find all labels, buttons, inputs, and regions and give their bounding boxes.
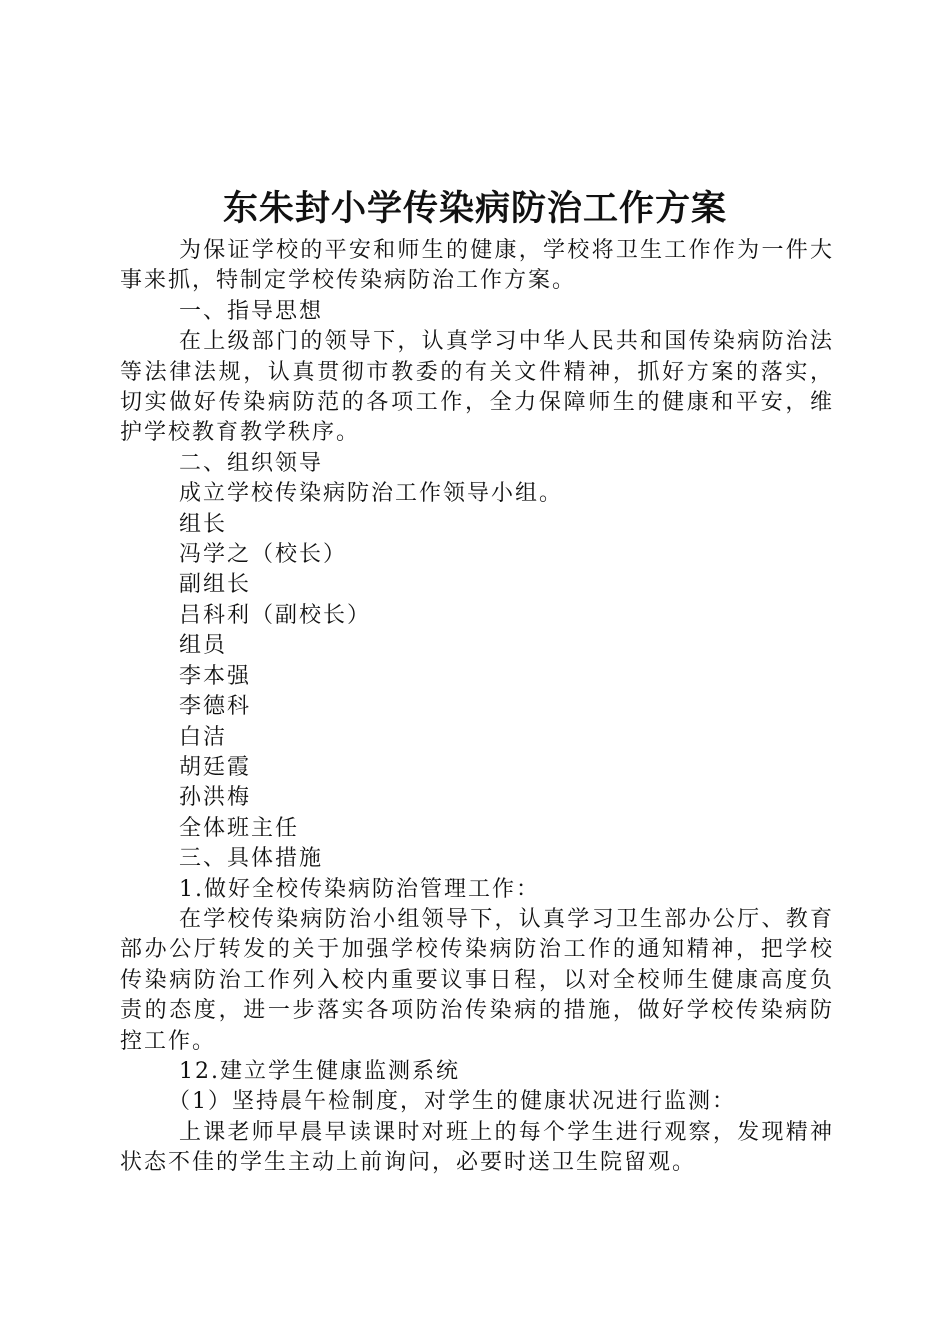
- leader-name: 冯学之（校长）: [179, 542, 348, 568]
- item1-heading: 1.做好全校传染病防治管理工作：: [179, 876, 540, 902]
- section2-heading: 二、组织领导: [179, 450, 324, 476]
- item2-heading: 12.建立学生健康监测系统: [179, 1058, 460, 1084]
- member-name: 李德科: [179, 694, 252, 720]
- section3-heading: 三、具体措施: [179, 846, 324, 872]
- section2-intro: 成立学校传染病防治工作领导小组。: [179, 481, 564, 507]
- section1-heading: 一、指导思想: [179, 298, 324, 324]
- member-name: 孙洪梅: [179, 785, 252, 811]
- document-body: [120, 236, 834, 1179]
- deputy-role: 副组长: [179, 572, 252, 598]
- item2-subheading: （1）坚持晨午检制度，对学生的健康状况进行监测：: [168, 1089, 736, 1115]
- item1-paragraph: 在学校传染病防治小组领导下，认真学习卫生部办公厅、教育部办公厅转发的关于加强学校传染病防治工作的通知精神，把学校传染病防治工作列入校内重要议事日程，以对全校师生健康高度负责的态度，进一步落实各项防治传染病的措施，做好学校传染病防控工作。: [120, 906, 834, 1054]
- member-name: 李本强: [179, 663, 252, 689]
- document-title: 东朱封小学传染病防治工作方案: [222, 188, 727, 229]
- member-name: 全体班主任: [179, 815, 300, 841]
- leader-role: 组长: [179, 511, 228, 537]
- deputy-name: 吕科利（副校长）: [179, 602, 372, 628]
- member-name: 胡廷霞: [179, 754, 252, 780]
- section1-paragraph: 在上级部门的领导下，认真学习中华人民共和国传染病防治法等法律法规，认真贯彻市教委的有关文件精神，抓好方案的落实，切实做好传染病防范的各项工作，全力保障师生的健康和平安，维护学校教育教学秩序。: [120, 329, 834, 446]
- member-name: 白洁: [179, 724, 228, 750]
- intro-paragraph: 为保证学校的平安和师生的健康，学校将卫生工作作为一件大事来抓，特制定学校传染病防治工作方案。: [120, 238, 834, 294]
- item2-paragraph: 上课老师早晨早读课时对班上的每个学生进行观察，发现精神状态不佳的学生主动上前询问，必要时送卫生院留观。: [120, 1119, 834, 1176]
- members-role: 组员: [179, 633, 228, 659]
